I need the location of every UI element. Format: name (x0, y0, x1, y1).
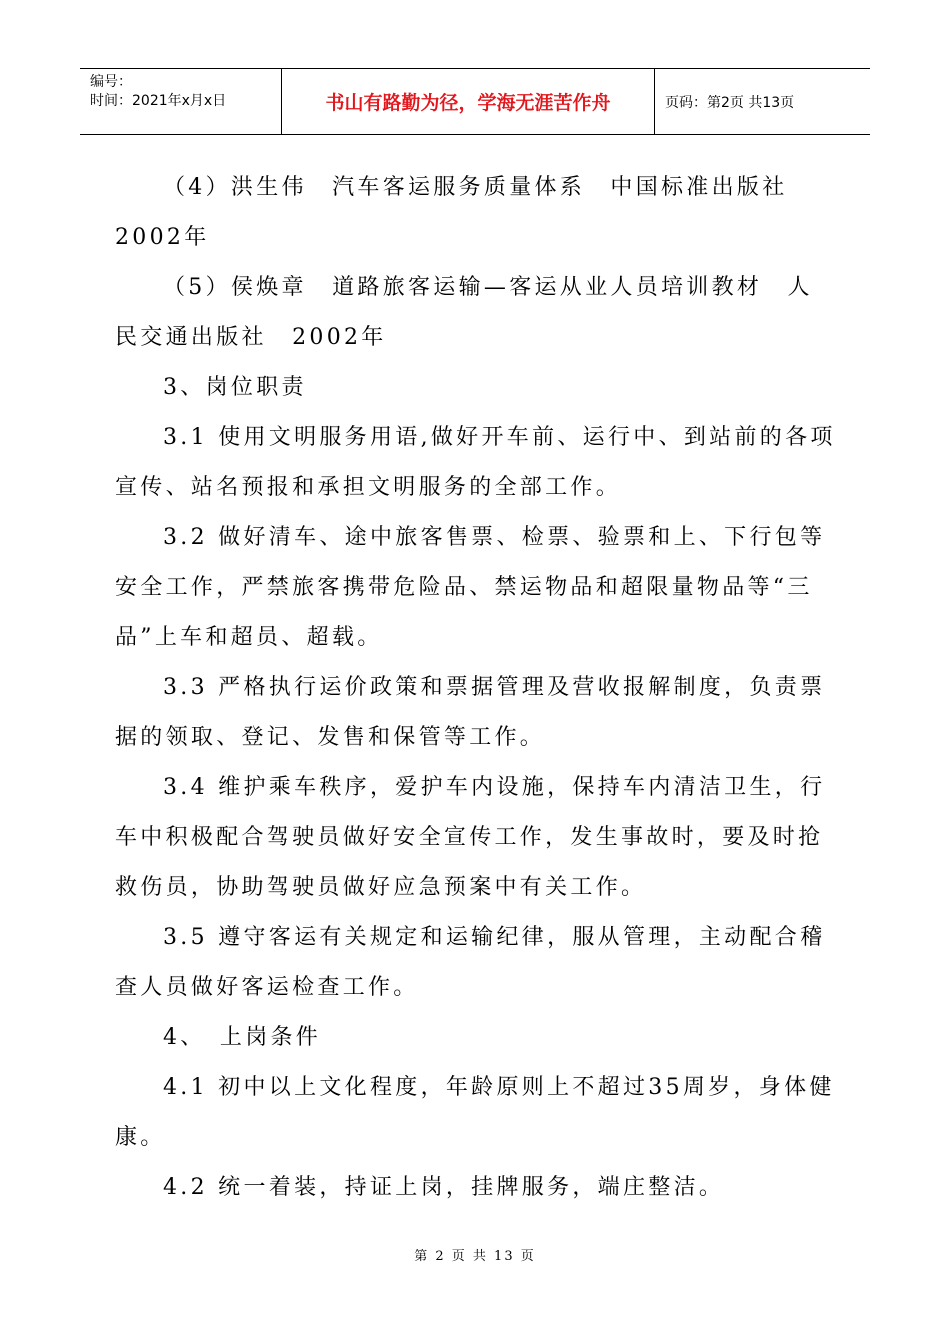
reference-item-4: （4）洪生伟 汽车客运服务质量体系 中国标准出版社 2002年 (115, 175, 788, 250)
page-info-text: 页码：第2页 共13页 (665, 94, 795, 111)
header-page-info (655, 69, 870, 134)
requirement-item-4-2: 4.2 统一着装，持证上岗，挂牌服务，端庄整洁。 (163, 1175, 725, 1200)
duty-item-3-4: 3.4 维护乘车秩序，爱护车内设施，保持车内清洁卫生，行车中积极配合驾驶员做好安全宣传工作，发生事故时，要及时抢救伤员，协助驾驶员做好应急预案中有关工作。 (115, 775, 826, 900)
duty-item-3-3: 3.3 严格执行运价政策和票据管理及营收报解制度，负责票据的领取、登记、发售和保管等工作。 (115, 675, 826, 750)
document-number: 编号： (90, 74, 132, 90)
document-body (115, 163, 837, 1213)
header-meta (80, 69, 282, 134)
document-date: 时间：2021年x月x日 (90, 93, 227, 109)
section-heading-duties: 3、岗位职责 (163, 375, 307, 400)
page-footer: 第 2 页 共 13 页 (414, 1249, 536, 1264)
duty-item-3-1: 3.1 使用文明服务用语,做好开车前、运行中、到站前的各项宣传、站名预报和承担文明服务的全部工作。 (115, 425, 836, 500)
requirement-item-4-1: 4.1 初中以上文化程度，年龄原则上不超过35周岁，身体健康。 (115, 1075, 835, 1150)
duty-item-3-2: 3.2 做好清车、途中旅客售票、检票、验票和上、下行包等安全工作，严禁旅客携带危险品、禁运物品和超限量物品等“三品”上车和超员、超载。 (115, 525, 826, 650)
section-heading-requirements: 4、 上岗条件 (163, 1025, 322, 1050)
duty-item-3-5: 3.5 遵守客运有关规定和运输纪律，服从管理，主动配合稽查人员做好客运检查工作。 (115, 925, 826, 1000)
header-motto (282, 69, 655, 134)
motto-text: 书山有路勤为径，学海无涯苦作舟 (325, 92, 611, 114)
reference-item-5: （5）侯焕章 道路旅客运输—客运从业人员培训教材 人民交通出版社 2002年 (115, 275, 813, 350)
page-header (80, 68, 870, 135)
